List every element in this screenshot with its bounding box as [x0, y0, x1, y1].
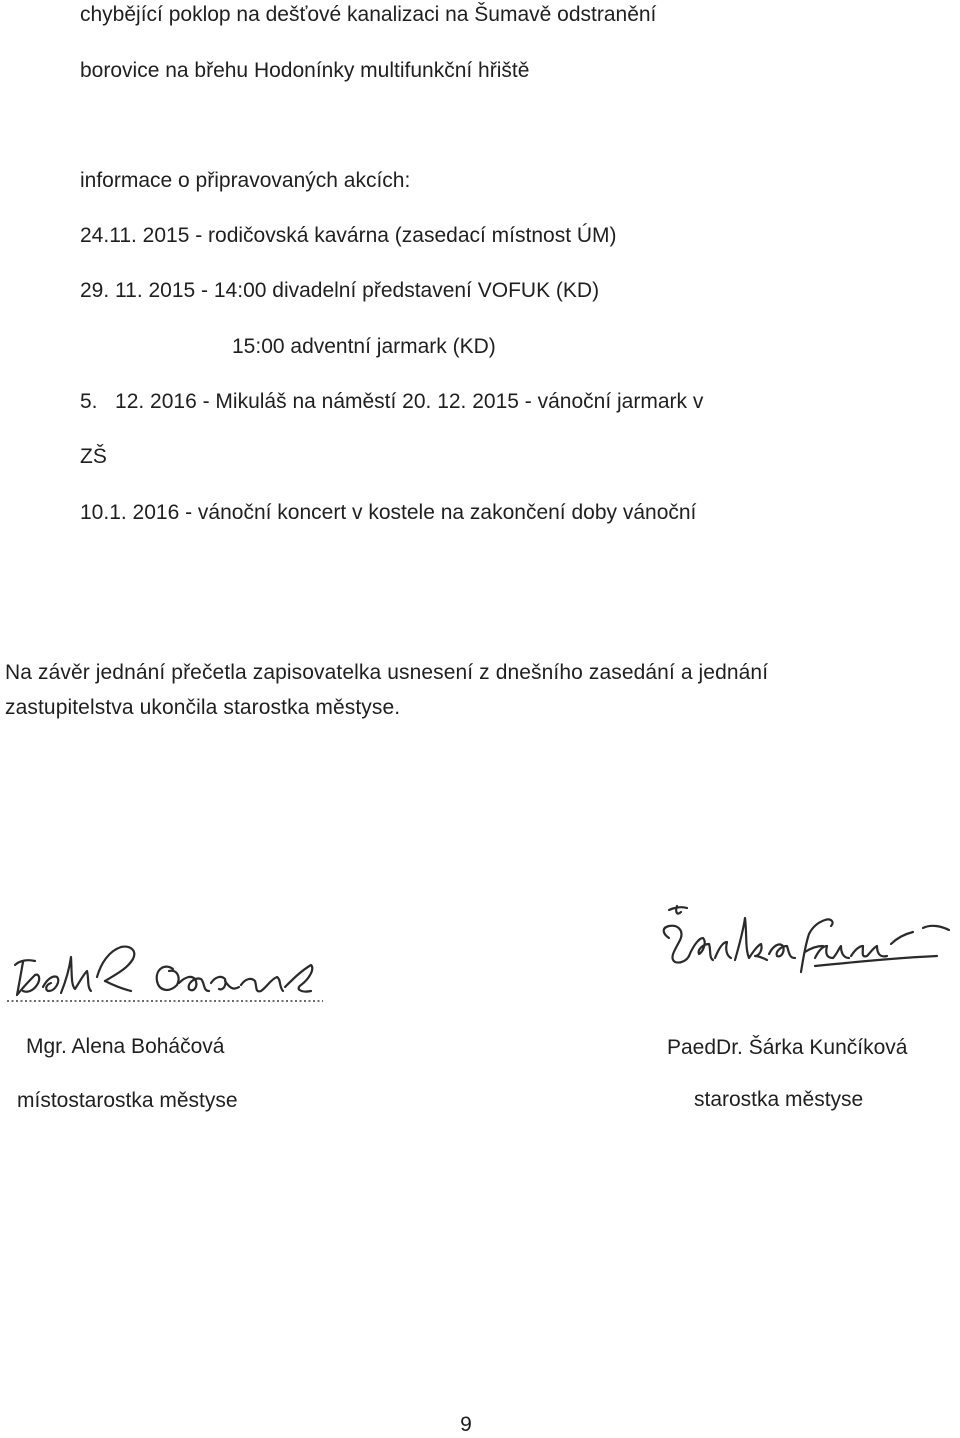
signer-right-name: PaedDr. Šárka Kunčíková [667, 1036, 908, 1059]
text-line-9: 10.1. 2016 - vánoční koncert v kostele na zakončení doby vánoční [80, 501, 697, 524]
signer-right-role: starostka městyse [694, 1088, 864, 1111]
text-line-8: ZŠ [80, 445, 107, 468]
text-line-2: borovice na břehu Hodonínky multifunkční hřiště [80, 59, 530, 82]
text-line-3: informace o připravovaných akcích: [80, 169, 411, 192]
signer-left-name: Mgr. Alena Boháčová [26, 1035, 225, 1058]
text-line-5: 29. 11. 2015 - 14:00 divadelní představení VOFUK (KD) [80, 279, 600, 302]
text-line-7: 5. 12. 2016 - Mikuláš na náměstí 20. 12. 2015 - vánoční jarmark v [80, 390, 704, 413]
signature-left [5, 935, 325, 1007]
page-number: 9 [460, 1413, 472, 1436]
text-line-4: 24.11. 2015 - rodičovská kavárna (zasedací místnost ÚM) [80, 224, 617, 247]
signature-right [655, 898, 955, 990]
signer-left-role: místostarostka městyse [17, 1089, 238, 1112]
closing-line-1: Na závěr jednání přečetla zapisovatelka usnesení z dnešního zasedání a jednání [5, 661, 769, 684]
handwritten-signature-left [5, 935, 325, 1007]
closing-line-2: zastupitelstva ukončila starostka městyse. [5, 696, 401, 719]
handwritten-signature-right [655, 898, 955, 990]
text-line-1: chybějící poklop na dešťové kanalizaci na Šumavě odstranění [80, 3, 657, 26]
text-line-6: 15:00 adventní jarmark (KD) [232, 335, 496, 358]
